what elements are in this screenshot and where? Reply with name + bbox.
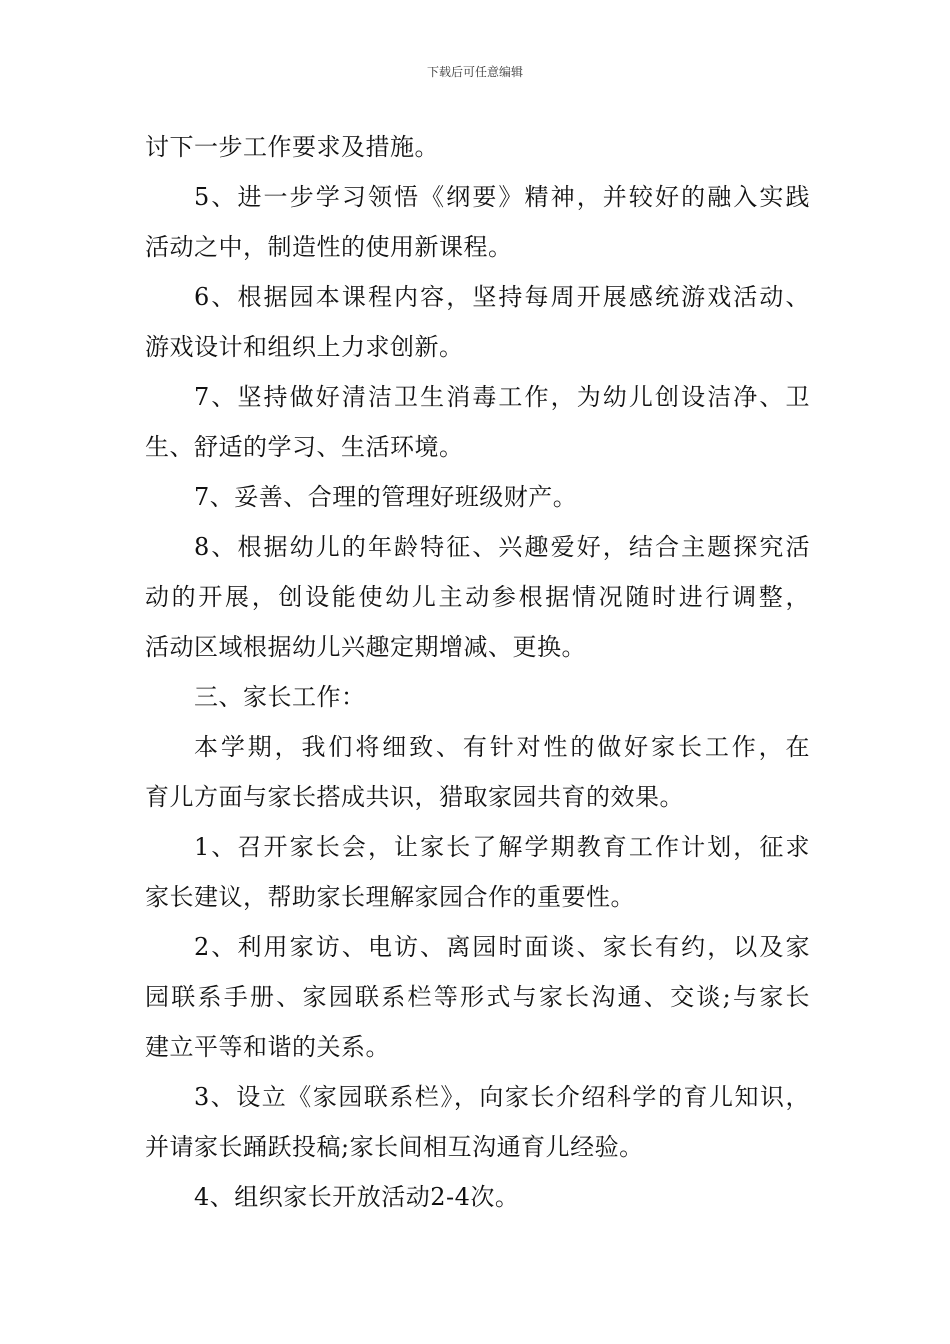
text-line: 建立平等和谐的关系。 (145, 1033, 390, 1061)
page-header: 下载后可任意编辑 (426, 65, 523, 79)
text-line: 动的开展，创设能使幼儿主动参根据情况随时进行调整， (145, 583, 810, 611)
text-line: 活动之中，制造性的使用新课程。 (145, 233, 513, 261)
text-line: 生、舒适的学习、生活环境。 (145, 433, 464, 461)
text-line: 7、坚持做好清洁卫生消毒工作，为幼儿创设洁净、卫 (194, 383, 810, 411)
text-line: 5、进一步学习领悟《纲要》精神，并较好的融入实践 (194, 183, 810, 211)
text-line: 活动区域根据幼儿兴趣定期增减、更换。 (145, 633, 586, 661)
text-line: 家长建议，帮助家长理解家园合作的重要性。 (145, 883, 635, 911)
text-line: 并请家长踊跃投稿;家长间相互沟通育儿经验。 (145, 1133, 644, 1161)
text-line: 8、根据幼儿的年龄特征、兴趣爱好，结合主题探究活 (194, 533, 810, 561)
text-line: 2、利用家访、电访、离园时面谈、家长有约，以及家 (194, 933, 810, 961)
text-line: 讨下一步工作要求及措施。 (145, 133, 439, 161)
text-line: 游戏设计和组织上力求创新。 (145, 333, 464, 361)
text-line: 园联系手册、家园联系栏等形式与家长沟通、交谈;与家长 (145, 983, 810, 1011)
document-body (145, 122, 810, 1222)
text-line: 6、根据园本课程内容，坚持每周开展感统游戏活动、 (194, 283, 810, 311)
text-line: 3、设立《家园联系栏》，向家长介绍科学的育儿知识， (194, 1083, 810, 1111)
text-line: 4、组织家长开放活动2-4次。 (194, 1183, 520, 1211)
text-line: 7、妥善、合理的管理好班级财产。 (194, 483, 578, 511)
text-line: 1、召开家长会，让家长了解学期教育工作计划，征求 (194, 833, 810, 861)
section-heading: 三、家长工作： (194, 683, 366, 711)
text-line: 育儿方面与家长搭成共识，猎取家园共育的效果。 (145, 783, 684, 811)
text-line: 本学期，我们将细致、有针对性的做好家长工作，在 (194, 733, 810, 761)
